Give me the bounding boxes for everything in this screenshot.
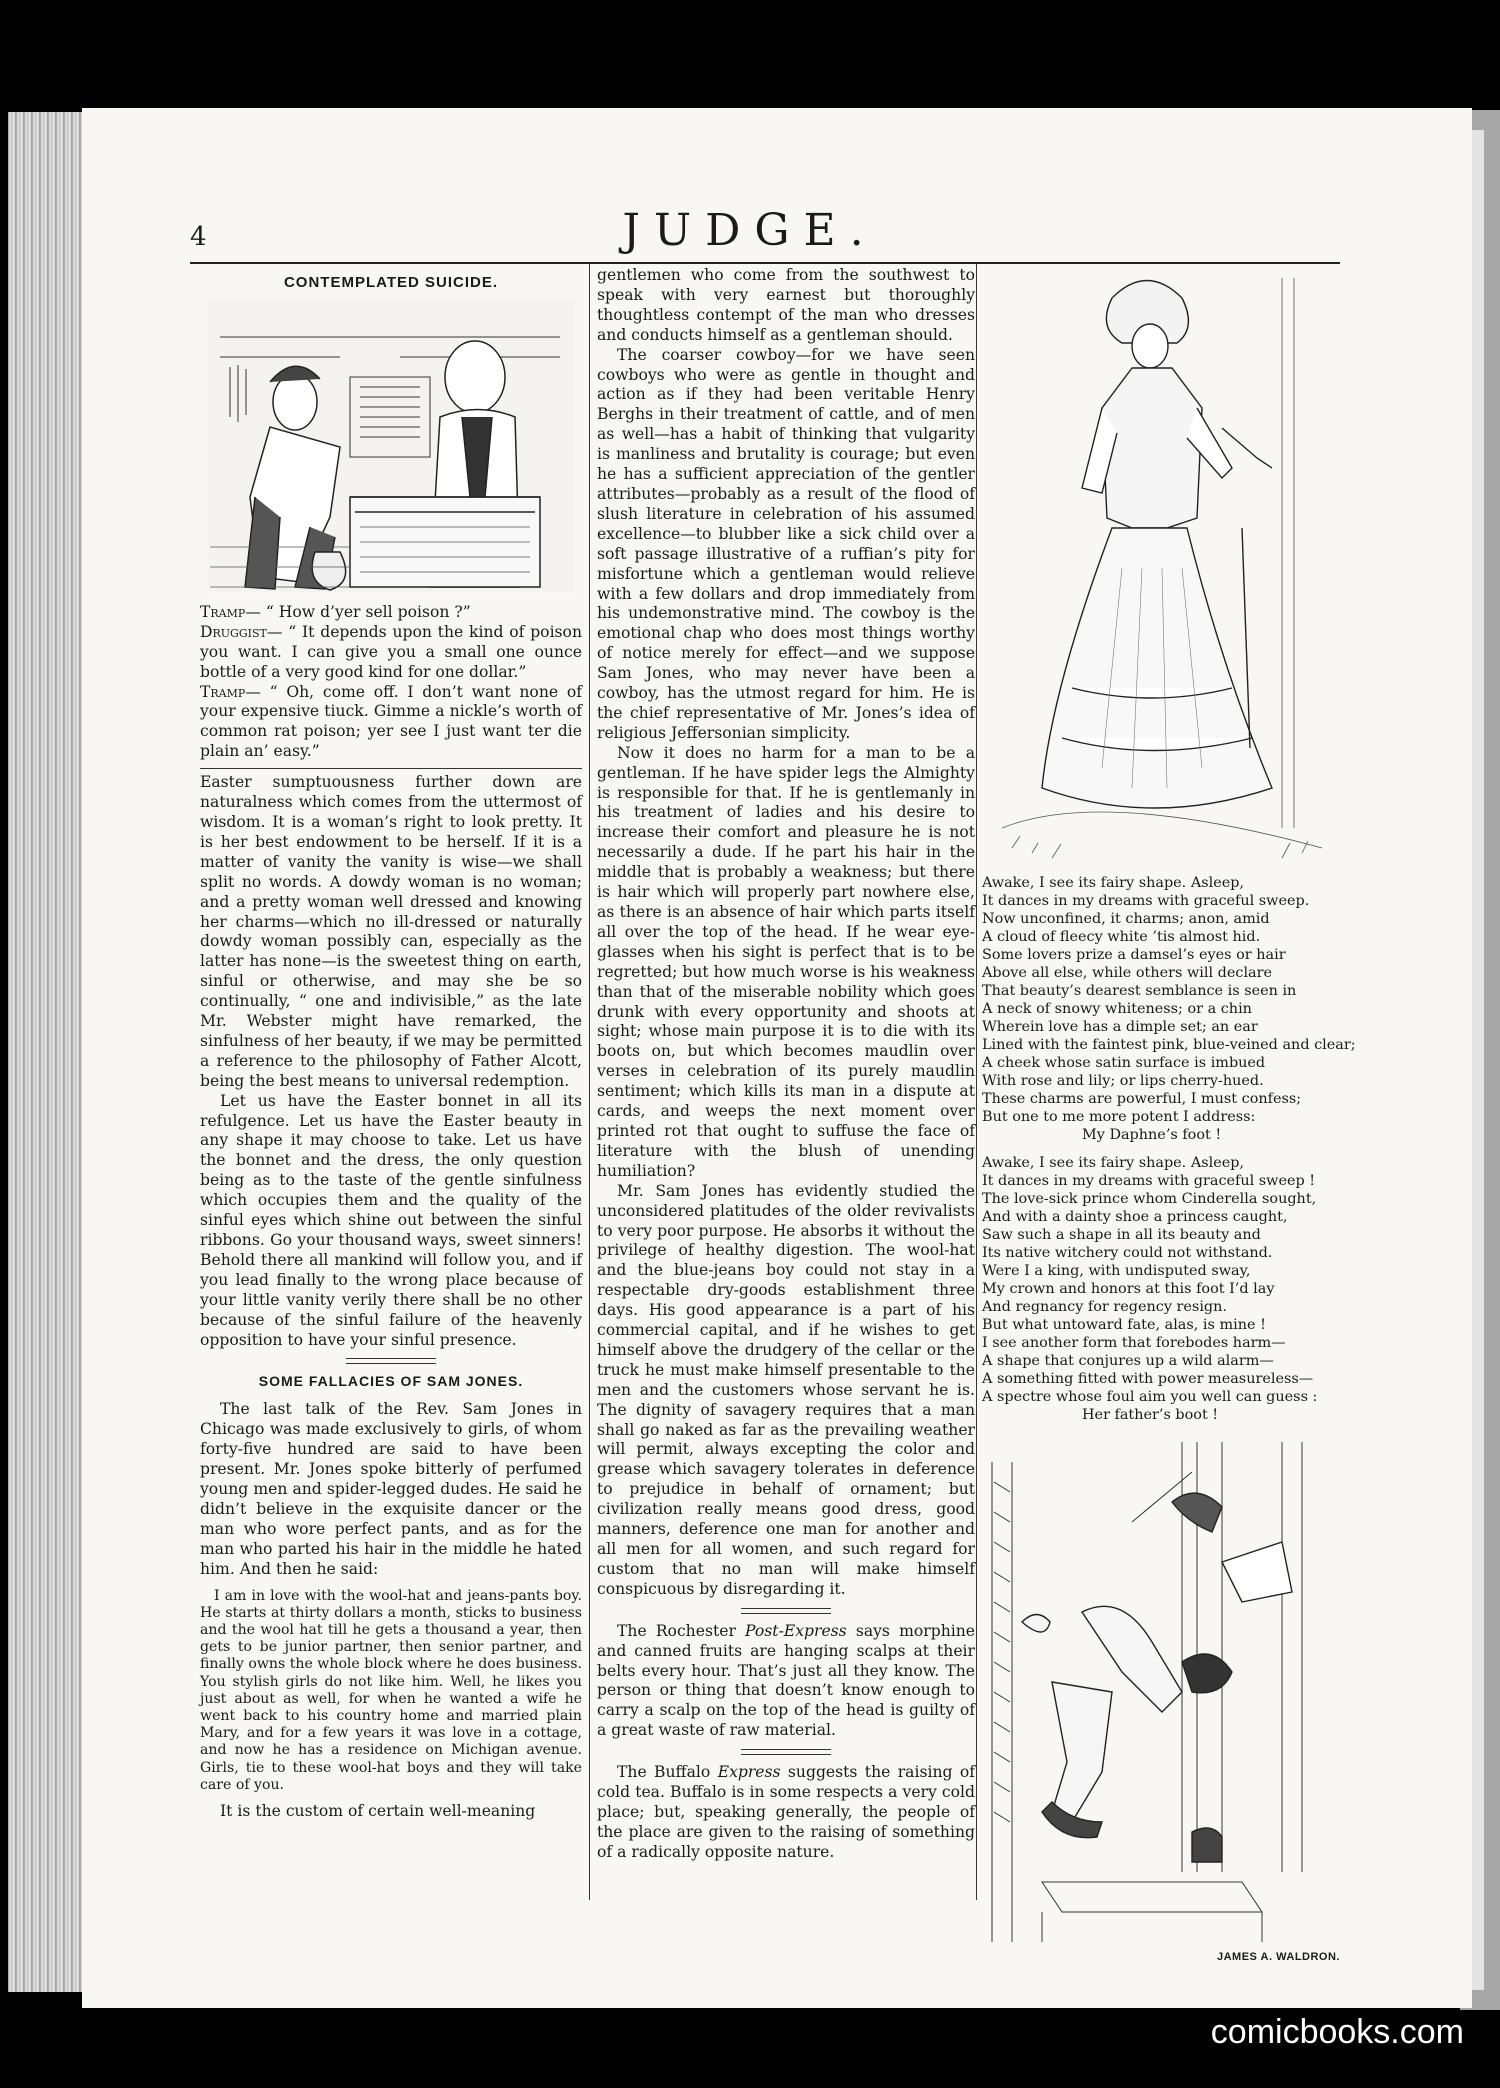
- body-paragraph: Let us have the Easter bonnet in all its refulgence. Let us have the Easter beauty in any shape it may choose to take. Let us have the bonnet and the dress, the only question being as to the taste of the gentle sinfulness which occupies them and the quality of the sinful eyes which shine out between the sinful ribbons. Go your thousand ways, sweet sinners! Behold there all mankind will follow you, and if you lead finally to the wrong place because of your little vanity verily there shall be no other because of the sinful failure of the heavenly opposition to have your sinful presence.: [200, 1091, 582, 1349]
- body-paragraph: It is the custom of certain well-meaning: [220, 1801, 536, 1820]
- magazine-title: JUDGE.: [622, 205, 878, 256]
- poem-line: A cloud of fleecy white ’tis almost hid.: [982, 929, 1261, 945]
- poem-line: A neck of snowy whiteness; or a chin: [982, 1001, 1252, 1017]
- dialog-line: Tramp— “ Oh, come off. I don’t want none of your expensive tiuck. Gimme a nickle’s worth of common rat poison; yer see I just want ter die plain an’ easy.”: [200, 682, 582, 761]
- poem-line: Now unconfined, it charms; anon, amid: [982, 911, 1270, 927]
- masthead-rule: [190, 262, 1340, 264]
- column-1: [200, 268, 582, 1822]
- poem-refrain: My Daphne’s foot !: [1082, 1127, 1222, 1143]
- poem-line: That beauty’s dearest semblance is seen in: [982, 983, 1297, 999]
- body-paragraph: The coarser cowboy—for we have seen cowboys who were as gentle in thought and action as if they had been veritable Henry Berghs in their treatment of cattle, and of men as well—has a habit of thinking that vulgarity is manliness and brutality is courage; but even he has a sufficient appreciation of the gentler attributes—probably as a result of the flood of slush literature in celebration of his assumed excellence—to blubber like a sick child over a soft passage illustrative of a ruffian’s pity for misfortune which a gentleman would relieve with a few dollars and drop immediately from his undemonstrative mind. The cowboy is the emotional chap who does most things worthy of notice merely for effect—and we suppose Sam Jones, who may never have been a cowboy, has the utmost regard for him. He is the chief representative of Mr. Jones’s idea of religious Jeffersonian simplicity.: [597, 345, 975, 742]
- buffalo-item: The Buffalo Express suggests the raising of cold tea. Buffalo is in some respects a very cold place; but, speaking generally, the people of the place are given to the raising of something of a radically opposite nature.: [597, 1763, 976, 1861]
- poem-line: It dances in my dreams with graceful sweep.: [982, 893, 1310, 909]
- right-page-edge-inner: [1472, 130, 1484, 1990]
- body-paragraph: The last talk of the Rev. Sam Jones in Chicago was made exclusively to girls, of whom forty-five hundred are said to have been present. Mr. Jones spoke bitterly of perfumed young men and spider-legged dudes. He said he didn’t believe in the exquisite dancer or the man who wore perfect pants, and as for the man who parted his hair in the middle he hated him. And then he said:: [200, 1400, 582, 1578]
- column-2: [597, 266, 975, 1863]
- section-rule: [200, 768, 582, 769]
- illustrator-credit: JAMES A. WALDRON.: [1217, 1951, 1340, 1963]
- column-rule-1: [589, 264, 590, 1900]
- page-number: 4: [190, 222, 207, 252]
- cartoon-dialog: [200, 603, 582, 762]
- section-heading: SOME FALLACIES OF SAM JONES.: [258, 1373, 524, 1390]
- column-rule-2: [976, 264, 977, 1900]
- poem-line: Above all else, while others will declare: [982, 965, 1273, 981]
- body-paragraph: Now it does no harm for a man to be a gentleman. If he have spider legs the Almighty is responsible for that. If he is gentlemanly in his treatment of ladies and his desire to increase their comfort and pleasure he is not necessarily a dude. If he part his hair in the middle that is probably a weakness; but there is hair which will properly part nowhere else, as there is an absence of hair which parts itself all over the top of the head. If he wear eye-glasses when his sight is perfect that is to be regretted; but how much worse is his weakness than that of the miserable nobility which goes drunk with every opportunity and shoots at sight; whose main purpose it is to die with its boots on, but which becomes maudlin over verses in celebration of its purely maudlin sentiment; which kills its man in a dispute at cards, and weeps the next moment over printed rot that ought to suffuse the face of literature with the blush of unending humiliation?: [597, 743, 975, 1180]
- double-rule: [741, 1608, 831, 1614]
- poem-line: A spectre whose foul aim you well can guess :: [982, 1389, 1318, 1405]
- poem-line: These charms are powerful, I must confess;: [982, 1091, 1302, 1107]
- poem-line: A cheek whose satin surface is imbued: [982, 1055, 1266, 1071]
- poem-line: It dances in my dreams with graceful sweep !: [982, 1173, 1316, 1189]
- cartoon-title: CONTEMPLATED SUICIDE.: [283, 274, 499, 291]
- poem-refrain: Her father’s boot !: [1082, 1407, 1219, 1423]
- body-paragraph: gentlemen who come from the southwest to speak with very earnest but thoroughly thoughtless contempt of the man who dresses and conducts himself as a gentleman should.: [597, 266, 975, 344]
- dialog-line: Druggist— “ It depends upon the kind of poison you want. I can give you a small one ounce bottle of a very good kind for one dollar.”: [200, 622, 582, 681]
- column-3: [982, 268, 1356, 1968]
- tramp-druggist-cartoon: [200, 297, 582, 597]
- poem-line: Some lovers prize a damsel’s eyes or hair: [982, 947, 1286, 963]
- body-paragraph: Mr. Sam Jones has evidently studied the unconsidered platitudes of the older revivalists to very poor purpose. He absorbs it without the privilege of healthy digestion. The wool-hat and the blue-jeans boy could not stay in a respectable dry-goods establishment three days. His good appearance is a part of his commercial capital, and if he wishes to get himself above the drudgery of the cellar or the truck he must make himself presentable to the men and the customers whose servant he is. The dignity of savagery requires that a man shall go naked as far as the prevailing weather will permit, always excepting the color and grease which savagery tolerates in deference to prejudice in behalf of ornament; but civilization really means good dress, good manners, deference one man for another and all men for all women, and such regard for custom that no man will make himself conspicuous by disregarding it.: [597, 1181, 975, 1598]
- dialog-line: Tramp— “ How d’yer sell poison ?”: [200, 602, 471, 621]
- poem-line: Awake, I see its fairy shape. Asleep,: [982, 1155, 1245, 1171]
- double-rule: [741, 1749, 831, 1755]
- poem-line: Awake, I see its fairy shape. Asleep,: [982, 875, 1245, 891]
- poem-line: Wherein love has a dimple set; an ear: [982, 1019, 1258, 1035]
- poem-line: Its native witchery could not withstand.: [982, 1245, 1273, 1261]
- boot-kick-illustration: [982, 1442, 1340, 1942]
- poem-line: But what untoward fate, alas, is mine !: [982, 1317, 1266, 1333]
- poem-line: I see another form that forebodes harm—: [982, 1335, 1286, 1351]
- poem-line: The love-sick prince whom Cinderella sought,: [982, 1191, 1317, 1207]
- poem-line: And regnancy for regency resign.: [982, 1299, 1227, 1315]
- poem: [982, 874, 1356, 1424]
- poem-line: But one to me more potent I address:: [982, 1109, 1256, 1125]
- poem-line: A something fitted with power measureless—: [982, 1371, 1314, 1387]
- poem-line: And with a dainty shoe a princess caught,: [982, 1209, 1288, 1225]
- daphne-illustration: [982, 268, 1340, 868]
- page-stack-edges: [8, 112, 88, 1992]
- poem-line: Lined with the faintest pink, blue-veined and clear;: [982, 1037, 1356, 1053]
- quoted-speech: I am in love with the wool-hat and jeans-pants boy. He starts at thirty dollars a month, sticks to business and the wool hat till he gets a thousand a year, then gets to be junior partner, then senior partner, and finally owns the whole block where he does business. You stylish girls do not like him. Well, he likes you just about as well, for when he wanted a wife he went back to his country home and married plain Mary, and for a few years it was love in a cottage, and now he has a residence on Michigan avenue. Girls, tie to these wool-hat boys and they will take care of you.: [200, 1587, 582, 1793]
- poem-line: Saw such a shape in all its beauty and: [982, 1227, 1261, 1243]
- watermark: comicbooks.com: [1210, 2013, 1464, 2051]
- rochester-item: The Rochester Post-Express says morphine and canned fruits are hanging scalps at their belts every hour. That’s just all they know. The person or thing that doesn’t know enough to carry a scalp on the top of the head is guilty of a great waste of raw material.: [597, 1621, 975, 1740]
- poem-line: My crown and honors at this foot I’d lay: [982, 1281, 1275, 1297]
- poem-line: With rose and lily; or lips cherry-hued.: [982, 1073, 1264, 1089]
- poem-line: A shape that conjures up a wild alarm—: [982, 1353, 1274, 1369]
- poem-line: Were I a king, with undisputed sway,: [982, 1263, 1251, 1279]
- double-rule: [346, 1358, 436, 1364]
- body-paragraph: Easter sumptuousness further down are naturalness which comes from the uttermost of wisdom. It is a woman’s right to look pretty. It is her best endowment to be herself. If it is a matter of vanity the vanity is wise—we shall split no words. A dowdy woman is no woman; and a pretty woman well dressed and knowing her charms—which no ill-dressed or naturally dowdy woman possibly can, especially as the latter has none—is the sweetest thing on earth, sinful or otherwise, and may she be so continually, “ one and indivisible,” as the late Mr. Webster might have remarked, the sinfulness of her beauty, if we may be permitted a reference to the philosophy of Father Alcott, being the best means to universal redemption.: [200, 773, 582, 1090]
